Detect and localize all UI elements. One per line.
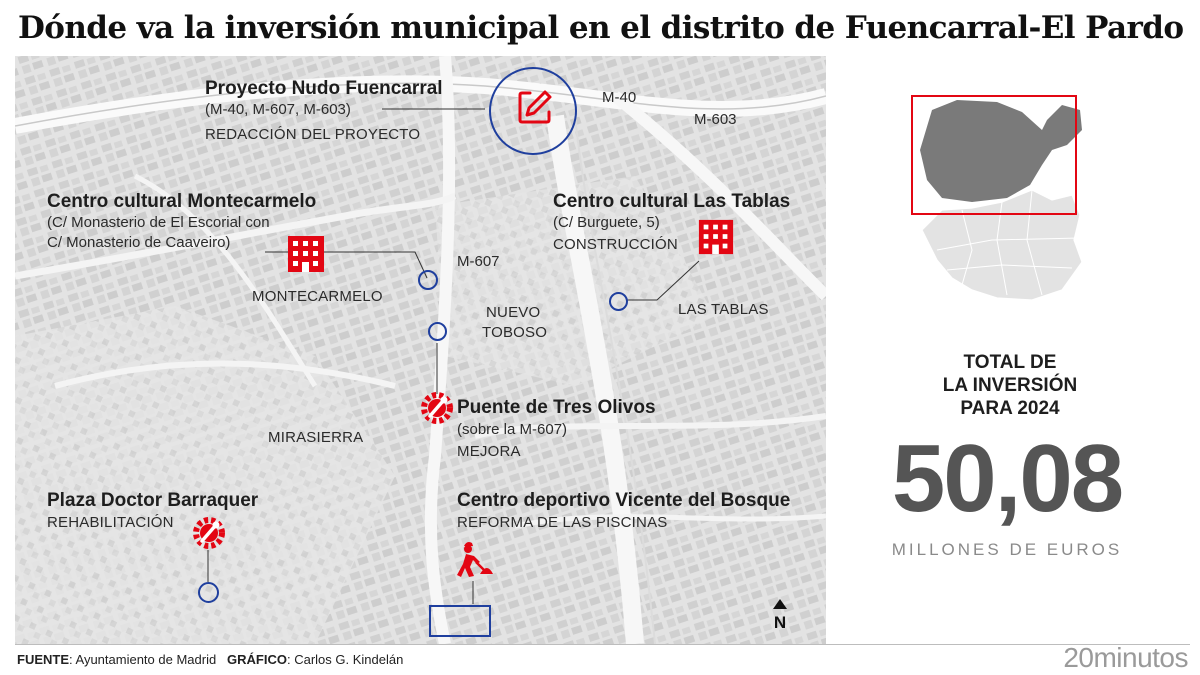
project-name: Centro deportivo Vicente del Bosque [457, 490, 791, 511]
north-label: N [773, 613, 787, 632]
total-value: 50,08 [891, 425, 1123, 532]
marker-barraquer[interactable] [198, 582, 219, 603]
brand-logo[interactable]: 20minutos [1063, 642, 1188, 673]
footer-divider [15, 644, 1190, 645]
building-icon [286, 234, 326, 274]
area-label: TOBOSO [482, 324, 548, 341]
source-value: : Ayuntamiento de Madrid [69, 652, 217, 667]
project-action: REFORMA DE LAS PISCINAS [457, 514, 668, 531]
total-heading-line: TOTAL DE [963, 352, 1057, 373]
project-action: REDACCIÓN DEL PROYECTO [205, 126, 421, 143]
total-unit: MILLONES DE EUROS [891, 540, 1123, 559]
area-label: LAS TABLAS [678, 301, 769, 318]
total-heading-line: PARA 2024 [960, 397, 1060, 419]
road-label: M-603 [694, 111, 737, 128]
project-name: Plaza Doctor Barraquer [47, 490, 259, 511]
repair-icon [419, 390, 455, 426]
road-label: M-607 [457, 253, 500, 270]
north-arrow [769, 596, 791, 632]
project-detail: C/ Monasterio de Caaveiro) [47, 234, 231, 251]
project-detail: (sobre la M-607) [457, 421, 568, 438]
graphic-value: : Carlos G. Kindelán [286, 652, 404, 667]
project-name: Centro cultural Las Tablas [553, 191, 791, 212]
map-background [15, 56, 826, 644]
project-detail: (C/ Monasterio de El Escorial con [47, 214, 270, 231]
locator-map [902, 90, 1092, 310]
building-icon [697, 218, 735, 256]
marker-las-tablas[interactable] [609, 292, 628, 311]
marker-vicente-del-bosque[interactable] [429, 605, 491, 637]
area-label: MIRASIERRA [268, 429, 364, 446]
project-name: Puente de Tres Olivos [457, 397, 656, 418]
project-detail: (C/ Burguete, 5) [553, 214, 660, 231]
road-label: M-40 [602, 89, 637, 106]
total-heading [880, 352, 1140, 420]
project-detail: (M-40, M-607, M-603) [205, 101, 351, 118]
marker-montecarmelo[interactable] [418, 270, 438, 290]
district-map [15, 56, 826, 644]
graphic-label: GRÁFICO [227, 652, 287, 667]
project-name: Proyecto Nudo Fuencarral [205, 78, 443, 99]
marker-tres-olivos[interactable] [428, 322, 447, 341]
source-label: FUENTE [17, 652, 69, 667]
project-action: REHABILITACIÓN [47, 514, 174, 531]
total-heading-line: LA INVERSIÓN [942, 374, 1078, 396]
north-arrow-icon [773, 599, 787, 609]
footer-credits [17, 652, 403, 667]
edit-icon [516, 88, 554, 126]
page-title: Dónde va la inversión municipal en el distrito de Fuencarral-El Pardo [18, 10, 1184, 46]
project-action: MEJORA [457, 443, 521, 460]
project-action: CONSTRUCCIÓN [553, 236, 678, 253]
area-label: NUEVO [486, 304, 541, 321]
construction-worker-icon [454, 540, 494, 578]
area-label: MONTECARMELO [252, 288, 383, 305]
repair-icon [191, 515, 227, 551]
project-name: Centro cultural Montecarmelo [47, 191, 317, 212]
